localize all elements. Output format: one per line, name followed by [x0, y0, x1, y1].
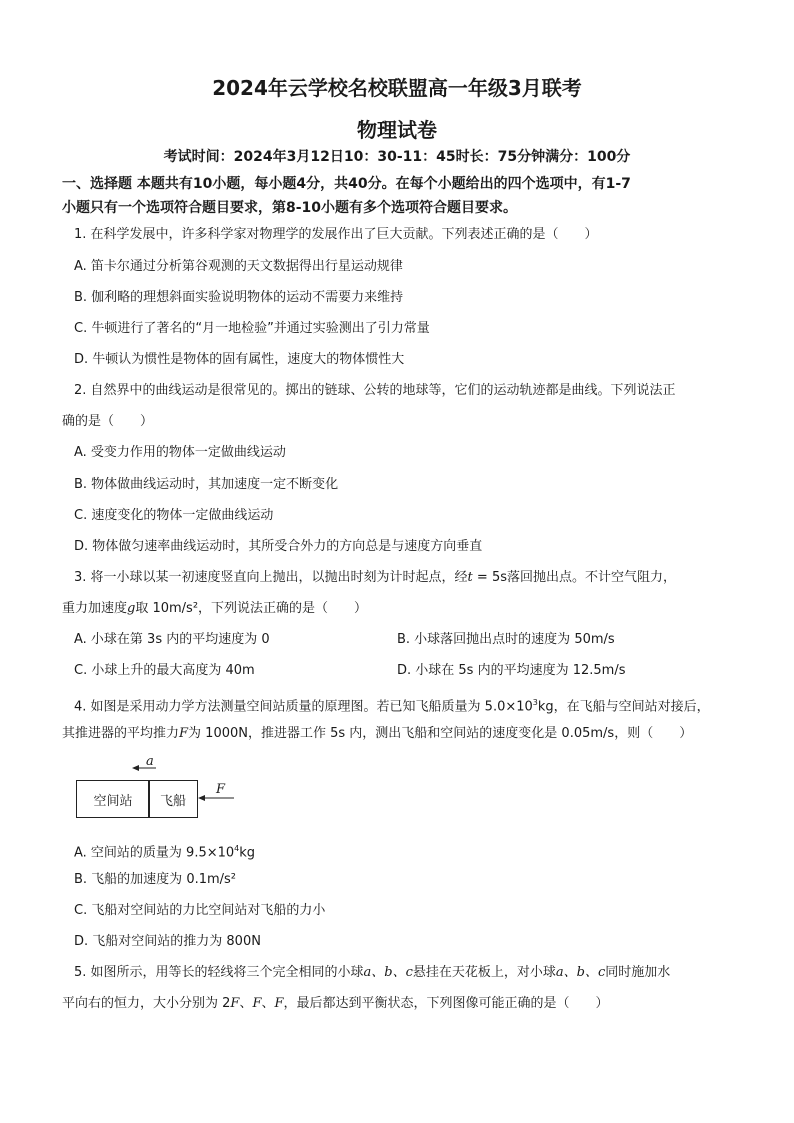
q4-option-b: B. 飞船的加速度为 0.1m/s²: [74, 872, 237, 887]
space-station-box: 空间站: [76, 780, 150, 818]
section-heading-line1: 一、选择题 本题共有10小题，每小题4分，共40分。在每个小题给出的四个选项中，有1-7: [62, 176, 631, 192]
q3-option-d: D. 小球在 5s 内的平均速度为 12.5m/s: [397, 663, 626, 678]
q4-stem-line1: 4. 如图是采用动力学方法测量空间站质量的原理图。若已知飞船质量为 $5.0\times 10^3kg$，在飞船与空间站对接后，: [74, 698, 710, 715]
q1-option-c: C. 牛顿进行了著名的“月一地检验”并通过实验测出了引力常量: [74, 321, 430, 336]
q2-stem-line1: 2. 自然界中的曲线运动是很常见的。掷出的链球、公转的地球等，它们的运动轨迹都是曲线。下列说法正: [74, 383, 676, 398]
exam-info: 考试时间：2024年3月12日10：30-11：45时长：75分钟满分：100分: [163, 149, 631, 165]
q4-option-a: A. 空间站的质量为 $9.5\times 10^4kg$: [74, 844, 256, 861]
q1-option-b: B. 伽利略的理想斜面实验说明物体的运动不需要力来维持: [74, 290, 404, 305]
q4-option-d: D. 飞船对空间站的推力为 800N: [74, 934, 261, 949]
force-label: F: [216, 782, 226, 797]
q3-option-a: A. 小球在第 3s 内的平均速度为 0: [74, 632, 270, 647]
accel-label: a: [146, 754, 154, 769]
q5-stem-line1: 5. 如图所示，用等长的轻线将三个完全相同的小球a、b、c悬挂在天花板上，对小球a、b、c同时施加水: [74, 965, 671, 980]
q3-option-b: B. 小球落回抛出点时的速度为 50m/s: [397, 632, 615, 647]
q2-option-b: B. 物体做曲线运动时，其加速度一定不断变化: [74, 477, 339, 492]
section-heading-line2: 小题只有一个选项符合题目要求，第8-10小题有多个选项符合题目要求。: [62, 200, 518, 216]
q4-stem-line2: 其推进器的平均推力F为 1000N，推进器工作 5s 内，测出飞船和空间站的速度变化是 0.05m/s，则（ ）: [62, 726, 693, 741]
spaceship-box: 飞船: [148, 780, 198, 818]
q2-option-a: A. 受变力作用的物体一定做曲线运动: [74, 445, 286, 460]
q3-stem-line1: 3. 将一小球以某一初速度竖直向上抛出，以抛出时刻为计时起点，经t = 5s落回抛出点。不计空气阻力，: [74, 570, 676, 585]
q4-option-c: C. 飞船对空间站的力比空间站对飞船的力小: [74, 903, 326, 918]
q1-option-d: D. 牛顿认为惯性是物体的固有属性，速度大的物体惯性大: [74, 352, 405, 367]
page-title: 2024年云学校名校联盟高一年级3月联考: [212, 76, 582, 100]
q4-diagram: [72, 754, 252, 824]
q1-option-a: A. 笛卡尔通过分析第谷观测的天文数据得出行星运动规律: [74, 259, 403, 274]
q3-option-c: C. 小球上升的最大高度为 40m: [74, 663, 255, 678]
q1-stem: 1. 在科学发展中，许多科学家对物理学的发展作出了巨大贡献。下列表述正确的是（ ）: [74, 227, 598, 242]
q3-stem-line2: 重力加速度g取 10m/s²，下列说法正确的是（ ）: [62, 601, 368, 616]
q2-option-d: D. 物体做匀速率曲线运动时，其所受合外力的方向总是与速度方向垂直: [74, 539, 483, 554]
accel-arrow-head: [132, 765, 139, 771]
page-subtitle: 物理试卷: [357, 118, 437, 142]
q2-option-c: C. 速度变化的物体一定做曲线运动: [74, 508, 274, 523]
force-arrow-head: [198, 795, 205, 801]
q2-stem-line2: 确的是（ ）: [62, 414, 154, 429]
q5-stem-line2: 平向右的恒力，大小分别为 2F、F、F，最后都达到平衡状态，下列图像可能正确的是（ ）: [62, 996, 609, 1011]
